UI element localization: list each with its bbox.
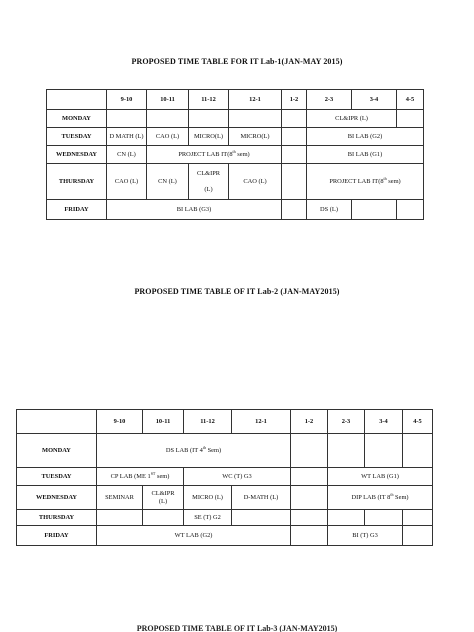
- cell: PROJECT LAB IT(8th sem): [307, 164, 424, 200]
- slot-header: 4-5: [403, 410, 433, 434]
- slot-header: 3-4: [365, 410, 403, 434]
- cell: CP LAB (ME 1ST sem): [97, 468, 184, 486]
- day-label: WEDNESDAY: [17, 486, 97, 510]
- cell: D MATH (L): [107, 128, 147, 146]
- cell: CAO (L): [229, 164, 282, 200]
- row-monday: [47, 110, 424, 128]
- cell: MICRO(L): [229, 128, 282, 146]
- slot-header: 2-3: [307, 90, 352, 110]
- row-tuesday: [47, 128, 424, 146]
- row-thursday: [17, 510, 433, 526]
- cell: BI (T) G3: [328, 526, 403, 546]
- row-thursday: [47, 164, 424, 200]
- slot-header: 1-2: [291, 410, 328, 434]
- cell: DS (L): [307, 200, 352, 220]
- corner-cell: [47, 90, 107, 110]
- cell: BI LAB (G1): [307, 146, 424, 164]
- row-wednesday: [17, 486, 433, 510]
- cell: MICRO (L): [184, 486, 232, 510]
- cell: SEMINAR: [97, 486, 143, 510]
- slot-header: 12-1: [232, 410, 291, 434]
- cell: WT LAB (G1): [328, 468, 433, 486]
- lab2-title: PROPOSED TIME TABLE OF IT Lab-2 (JAN-MAY2015): [134, 287, 340, 296]
- cell: WC (T) G3: [184, 468, 291, 486]
- slot-header: 9-10: [107, 90, 147, 110]
- cell: CL&IPR (L): [143, 486, 184, 510]
- cell: CL&IPR (L): [307, 110, 397, 128]
- cell: CAO (L): [107, 164, 147, 200]
- header-row: [17, 410, 433, 434]
- cell: CN (L): [147, 164, 189, 200]
- cell: PROJECT LAB IT(8th sem): [147, 146, 282, 164]
- slot-header: 9-10: [97, 410, 143, 434]
- day-label: FRIDAY: [47, 200, 107, 220]
- header-row: [47, 90, 424, 110]
- cell: CL&IPR (L): [189, 164, 229, 200]
- slot-header: 10-11: [147, 90, 189, 110]
- day-label: THURSDAY: [47, 164, 107, 200]
- lab1-timetable: [46, 89, 424, 220]
- slot-header: 11-12: [189, 90, 229, 110]
- lab1-title: PROPOSED TIME TABLE FOR IT Lab-1(JAN-MAY 2015): [131, 57, 343, 66]
- cell: CAO (L): [147, 128, 189, 146]
- day-label: TUESDAY: [47, 128, 107, 146]
- row-friday: [47, 200, 424, 220]
- slot-header: 4-5: [397, 90, 424, 110]
- cell: D-MATH (L): [232, 486, 291, 510]
- day-label: FRIDAY: [17, 526, 97, 546]
- cell: MICRO(L): [189, 128, 229, 146]
- cell: BI LAB (G3): [107, 200, 282, 220]
- next-title-cutoff: PROPOSED TIME TABLE OF IT Lab-3 (JAN-MAY2015): [136, 624, 338, 632]
- row-tuesday: [17, 468, 433, 486]
- slot-header: 1-2: [282, 90, 307, 110]
- day-label: TUESDAY: [17, 468, 97, 486]
- cell: DS LAB (IT 4th Sem): [97, 434, 291, 468]
- cell: CN (L): [107, 146, 147, 164]
- day-label: MONDAY: [47, 110, 107, 128]
- slot-header: 10-11: [143, 410, 184, 434]
- slot-header: 3-4: [352, 90, 397, 110]
- day-label: WEDNESDAY: [47, 146, 107, 164]
- row-monday: [17, 434, 433, 468]
- day-label: THURSDAY: [17, 510, 97, 526]
- corner-cell: [17, 410, 97, 434]
- row-wednesday: [47, 146, 424, 164]
- slot-header: 12-1: [229, 90, 282, 110]
- row-friday: [17, 526, 433, 546]
- cell: WT LAB (G2): [97, 526, 291, 546]
- cell: SE (T) G2: [184, 510, 232, 526]
- slot-header: 2-3: [328, 410, 365, 434]
- cell: BI LAB (G2): [307, 128, 424, 146]
- day-label: MONDAY: [17, 434, 97, 468]
- cell: DIP LAB (IT 8th Sem): [328, 486, 433, 510]
- lab2-timetable: [16, 409, 433, 546]
- slot-header: 11-12: [184, 410, 232, 434]
